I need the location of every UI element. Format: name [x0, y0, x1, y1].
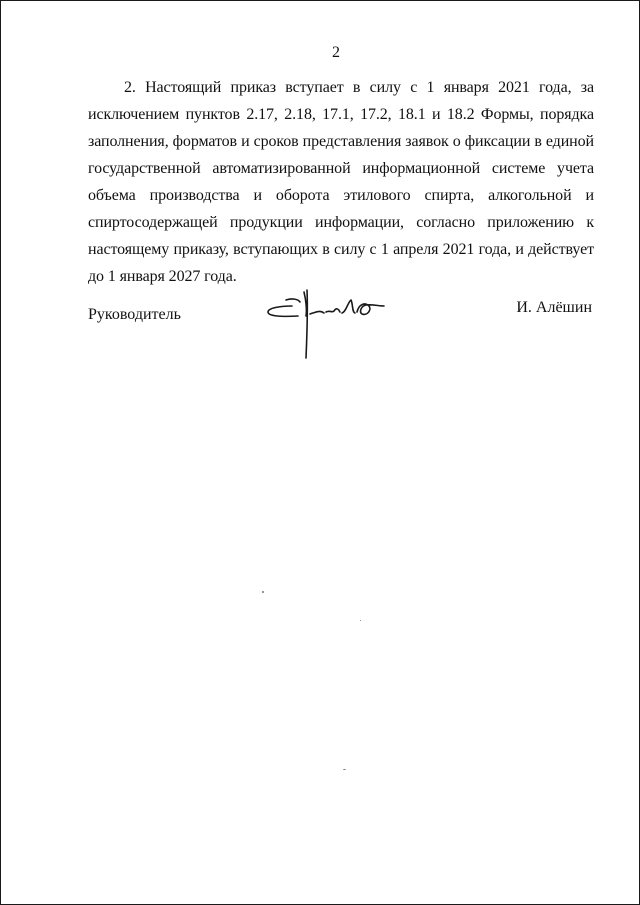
signer-name: И. Алёшин — [516, 299, 592, 316]
page-number: 2 — [332, 44, 340, 61]
scan-speck — [343, 769, 346, 770]
scan-speck — [262, 591, 264, 593]
signer-title: Руководитель — [88, 306, 181, 323]
scan-speck — [360, 620, 361, 621]
body-paragraph: 2. Настоящий приказ вступает в силу с 1 января 2021 года, за исключением пунктов 2.17, 2.18, 17.1, 17.2, 18.1 и 18.2 Формы, порядка заполнения, форматов и сроков представления заявок о фиксации в единой государственной автоматизированной информационной системе учета объема производства и оборота этилового спирта, алкогольной и спиртосодержащей продукции информации, согласно приложению к настоящему приказу, вступающих в силу с 1 апреля 2021 года, и действует до 1 января 2027 года. — [88, 79, 594, 285]
handwritten-signature — [262, 282, 402, 364]
